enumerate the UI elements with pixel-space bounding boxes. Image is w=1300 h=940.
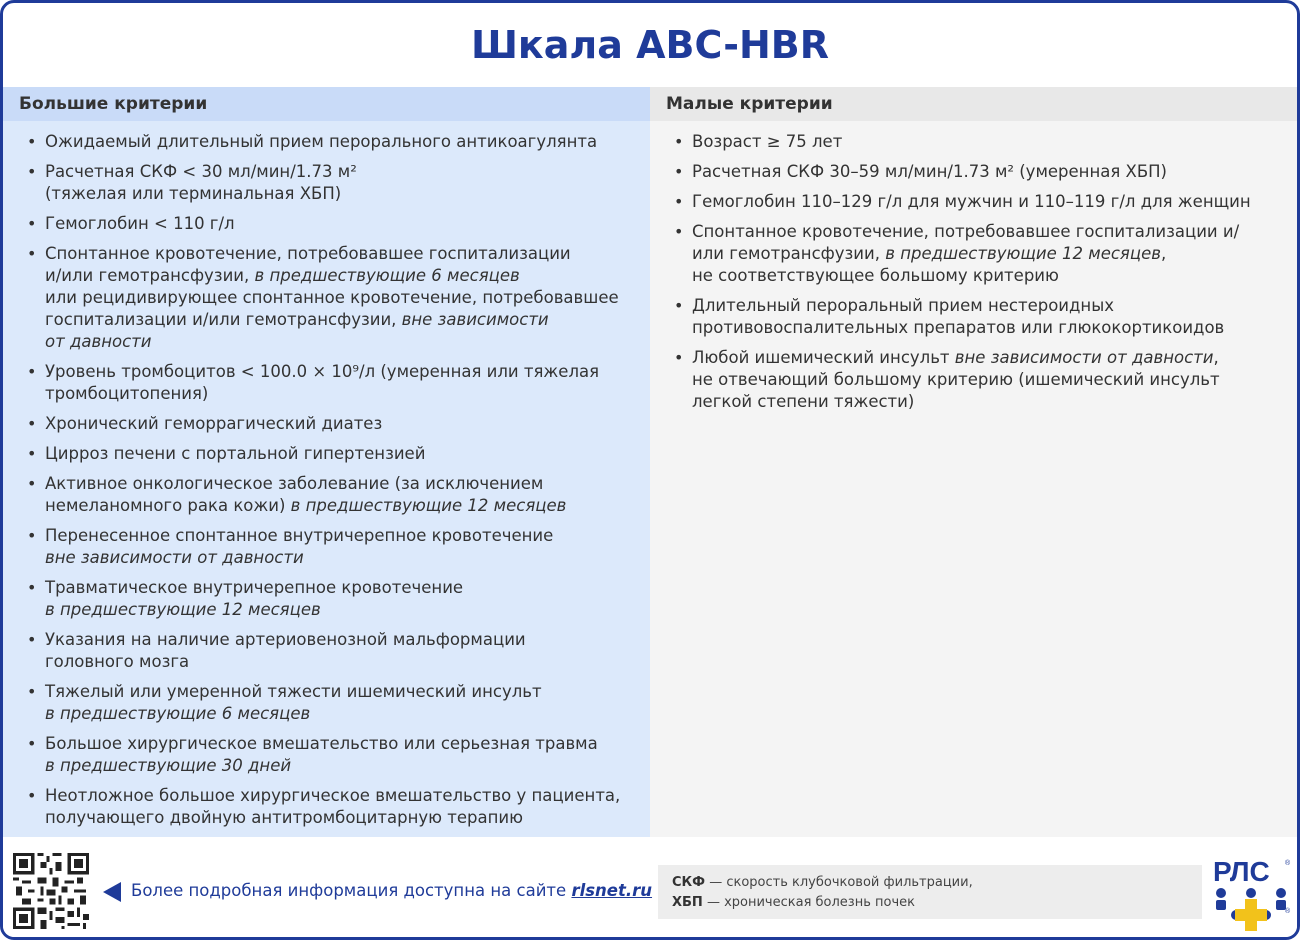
criterion-line	[692, 265, 1285, 287]
minor-criterion	[672, 347, 1285, 413]
criterion-text: легкой степени тяжести)	[692, 392, 915, 411]
site-link[interactable]: rlsnet.ru	[571, 881, 653, 900]
criterion-line	[692, 191, 1285, 213]
criterion-line	[692, 391, 1285, 413]
abbreviations-box	[658, 865, 1202, 919]
more-info-label: Более подробная информация доступна на сайте	[131, 881, 572, 900]
criterion-text: госпитализации и/или гемотрансфузии,	[45, 310, 402, 329]
criterion-line	[45, 443, 638, 465]
criterion-line	[45, 651, 638, 673]
criterion-text: Ожидаемый длительный прием перорального антикоагулянта	[45, 132, 598, 151]
criterion-text: получающего двойную антитромбоцитарную терапию	[45, 808, 524, 827]
criterion-text: тромбоцитопения)	[45, 384, 209, 403]
criterion-line	[692, 317, 1285, 339]
criterion-text: Хронический геморрагический диатез	[45, 414, 383, 433]
criterion-text: Активное онкологическое заболевание (за исключением	[45, 474, 544, 493]
criterion-text: Возраст ≥ 75 лет	[692, 132, 843, 151]
minor-criterion	[672, 191, 1285, 213]
minor-criterion	[672, 161, 1285, 183]
criterion-text: Неотложное большое хирургическое вмешательство у пациента,	[45, 786, 621, 805]
criterion-line	[692, 221, 1285, 243]
page-title: Шкала ABC-HBR	[470, 23, 829, 67]
major-criterion	[25, 733, 638, 777]
criterion-text: Тяжелый или умеренной тяжести ишемический инсульт	[45, 682, 542, 701]
criterion-emphasis: вне зависимости от давности	[45, 548, 304, 567]
abbreviation-row	[672, 893, 1188, 913]
criterion-text: Спонтанное кровотечение, потребовавшее госпитализации и/	[692, 222, 1240, 241]
logo-text: РЛС	[1213, 856, 1270, 887]
criterion-emphasis: в предшествующие 6 месяцев	[254, 266, 520, 285]
criterion-emphasis: вне зависимости от давности	[954, 348, 1214, 367]
major-criterion	[25, 473, 638, 517]
criterion-emphasis: в предшествующие 12 месяцев	[290, 496, 567, 515]
criterion-line	[45, 131, 638, 153]
criterion-text: Перенесенное спонтанное внутричерепное кровотечение	[45, 526, 554, 545]
abbreviation-row	[672, 873, 1188, 893]
criterion-line	[692, 131, 1285, 153]
abbreviation-definition: — скорость клубочковой фильтрации,	[705, 875, 973, 890]
criterion-text: Травматическое внутричерепное кровотечение	[45, 578, 464, 597]
more-info-text	[131, 881, 652, 900]
criterion-text: Расчетная СКФ < 30 мл/мин/1.73 м²	[45, 162, 357, 181]
criterion-line	[45, 361, 638, 383]
criterion-line	[45, 213, 638, 235]
major-criterion	[25, 161, 638, 205]
major-criterion	[25, 131, 638, 153]
criterion-text: Гемоглобин 110–129 г/л для мужчин и 110–119 г/л для женщин	[692, 192, 1251, 211]
minor-criterion	[672, 131, 1285, 153]
criterion-emphasis: в предшествующие 12 месяцев	[885, 244, 1161, 263]
criterion-emphasis: в предшествующие 6 месяцев	[45, 704, 311, 723]
minor-criterion	[672, 295, 1285, 339]
minor-criteria-panel	[650, 121, 1297, 837]
criterion-line	[45, 703, 638, 725]
criterion-line	[45, 495, 638, 517]
arrow-left-icon	[103, 882, 121, 902]
abbreviation-definition: — хроническая болезнь почек	[702, 895, 915, 910]
major-criterion	[25, 629, 638, 673]
major-criteria-heading: Большие критерии	[3, 87, 650, 121]
criterion-emphasis: от давности	[45, 332, 152, 351]
criterion-text: Гемоглобин < 110 г/л	[45, 214, 235, 233]
criterion-line	[45, 161, 638, 183]
criterion-text: или рецидивирующее спонтанное кровотечение, потребовавшее	[45, 288, 619, 307]
criterion-line	[45, 785, 638, 807]
criterion-text: Любой ишемический инсульт	[692, 348, 955, 367]
criterion-line	[45, 547, 638, 569]
major-criterion	[25, 681, 638, 725]
criterion-line	[45, 629, 638, 651]
rls-logo-icon[interactable]	[1211, 855, 1291, 935]
criterion-line	[45, 733, 638, 755]
criterion-line	[45, 331, 638, 353]
criterion-text: немеланомного рака кожи)	[45, 496, 291, 515]
criterion-emphasis: в предшествующие 30 дней	[45, 756, 292, 775]
criterion-line	[45, 473, 638, 495]
criterion-text: Спонтанное кровотечение, потребовавшее госпитализации	[45, 244, 571, 263]
criterion-punctuation: ,	[1213, 348, 1219, 367]
criterion-emphasis: в предшествующие 12 месяцев	[45, 600, 321, 619]
logo-trademark-2: ®	[1285, 908, 1291, 915]
criterion-text: не соответствующее большому критерию	[692, 266, 1059, 285]
criterion-line	[45, 243, 638, 265]
major-criteria-list	[25, 131, 638, 829]
criterion-text: Уровень тромбоцитов < 100.0 × 10⁹/л (умеренная или тяжелая	[45, 362, 600, 381]
criterion-text: и/или гемотрансфузии,	[45, 266, 255, 285]
criterion-line	[45, 599, 638, 621]
major-criterion	[25, 525, 638, 569]
major-criterion	[25, 785, 638, 829]
criterion-line	[45, 413, 638, 435]
criterion-line	[45, 265, 638, 287]
footer	[3, 837, 1297, 937]
criterion-text: Расчетная СКФ 30–59 мл/мин/1.73 м² (умеренная ХБП)	[692, 162, 1167, 181]
qr-code-icon[interactable]	[13, 853, 89, 929]
criterion-line	[45, 681, 638, 703]
criterion-line	[692, 295, 1285, 317]
major-criterion	[25, 443, 638, 465]
criterion-line	[692, 243, 1285, 265]
criterion-emphasis: вне зависимости	[401, 310, 549, 329]
minor-criteria-heading: Малые критерии	[650, 87, 1297, 121]
minor-criteria-list	[672, 131, 1285, 413]
major-criterion	[25, 361, 638, 405]
criterion-text: Цирроз печени с портальной гипертензией	[45, 444, 426, 463]
criterion-line	[45, 183, 638, 205]
criterion-line	[45, 309, 638, 331]
criterion-line	[45, 577, 638, 599]
major-criterion	[25, 243, 638, 353]
abbreviation-term: ХБП	[672, 895, 703, 910]
criterion-line	[45, 525, 638, 547]
criterion-text: противовоспалительных препаратов или глюкокортикоидов	[692, 318, 1225, 337]
major-criterion	[25, 413, 638, 435]
minor-criterion	[672, 221, 1285, 287]
abbreviation-term: СКФ	[672, 875, 706, 890]
criterion-line	[45, 755, 638, 777]
major-criterion	[25, 213, 638, 235]
criterion-line	[45, 287, 638, 309]
criterion-text: (тяжелая или терминальная ХБП)	[45, 184, 342, 203]
criterion-line	[692, 347, 1285, 369]
criterion-line	[692, 161, 1285, 183]
criterion-line	[45, 807, 638, 829]
major-criterion	[25, 577, 638, 621]
criterion-text: головного мозга	[45, 652, 190, 671]
criterion-text: Длительный пероральный прием нестероидных	[692, 296, 1115, 315]
criterion-text: Большое хирургическое вмешательство или серьезная травма	[45, 734, 598, 753]
criterion-text: или гемотрансфузии,	[692, 244, 886, 263]
criterion-punctuation: ,	[1160, 244, 1167, 263]
major-criteria-panel	[3, 121, 650, 837]
logo-trademark: ®	[1285, 860, 1291, 867]
criterion-line	[45, 383, 638, 405]
criterion-text: не отвечающий большому критерию (ишемический инсульт	[692, 370, 1220, 389]
criterion-line	[692, 369, 1285, 391]
criterion-text: Указания на наличие артериовенозной мальформации	[45, 630, 526, 649]
